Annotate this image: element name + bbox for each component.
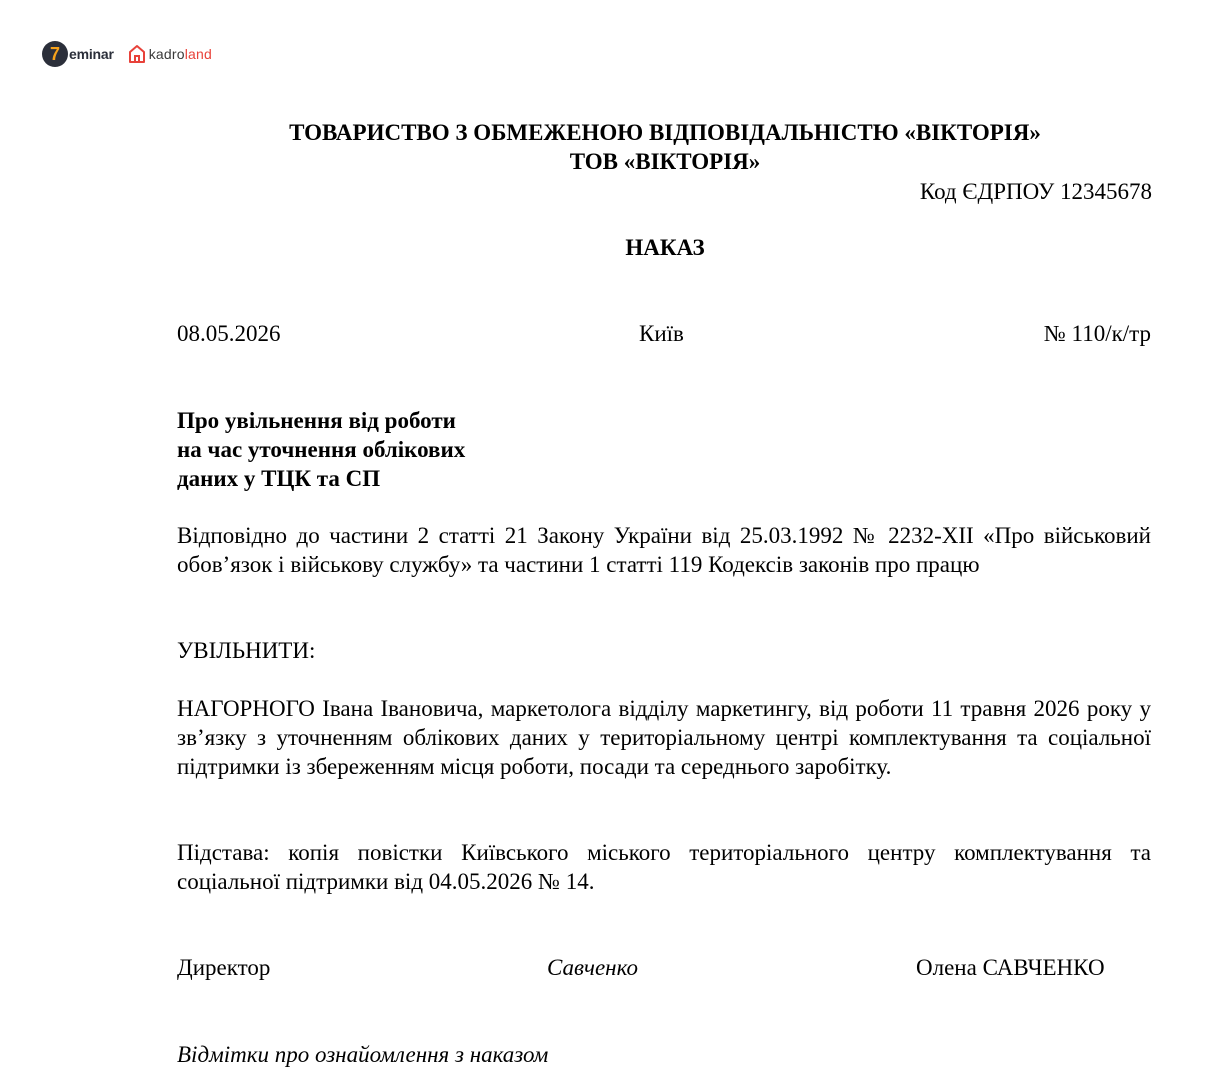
organization-short-name: ТОВ «ВІКТОРІЯ» xyxy=(569,149,761,174)
signatory-name: Олена САВЧЕНКО xyxy=(916,955,1105,980)
kadroland-logo[interactable] xyxy=(128,44,212,64)
grounds-paragraph: Підстава: копія повістки Київського міського територіального центру комплектування та соціальної підтримки від 04.05.2026 № 14. xyxy=(177,840,1151,894)
order-subject xyxy=(177,406,465,493)
seminar-logo-text: eminar xyxy=(69,46,114,62)
legal-basis-paragraph: Відповідно до частини 2 статті 21 Закону України від 25.03.1992 № 2232-XII «Про військовий обов’язок і військову службу» та частини 1 статті 119 Кодексів законів про працю xyxy=(177,523,1151,577)
kadroland-logo-text xyxy=(149,46,212,62)
kadroland-text-accent: land xyxy=(184,46,213,62)
kadroland-house-icon xyxy=(128,44,146,64)
edrpou-code: Код ЄДРПОУ 12345678 xyxy=(919,179,1152,204)
acquaintance-marks-label: Відмітки про ознайомлення з наказом xyxy=(177,1042,549,1067)
signature-row xyxy=(177,953,1151,983)
document-type-title: НАКАЗ xyxy=(625,235,705,260)
kadroland-text-main: kadro xyxy=(148,46,185,62)
document-date: 08.05.2026 xyxy=(177,321,281,346)
document-number: № 110/к/тр xyxy=(1043,321,1151,346)
seminar-logo[interactable] xyxy=(42,41,114,67)
employee-paragraph: НАГОРНОГО Івана Івановича, маркетолога відділу маркетингу, від роботи 11 травня 2026 року у зв’язку з уточненням облікових даних у територіальному центрі комплектування та соціальної підтримки із збереженням місця роботи, посади та середнього заробітку. xyxy=(177,696,1151,779)
signatory-position: Директор xyxy=(177,955,271,980)
order-directive: УВІЛЬНИТИ: xyxy=(177,638,316,663)
document-meta-row xyxy=(177,319,1151,349)
subject-line: Про увільнення від роботи xyxy=(177,408,456,433)
handwritten-signature: Савченко xyxy=(547,955,638,980)
subject-line: даних у ТЦК та СП xyxy=(177,466,381,491)
document-city: Київ xyxy=(639,321,684,346)
subject-line: на час уточнення облікових xyxy=(177,437,466,462)
seminar-logo-icon: 7 xyxy=(42,41,68,67)
organization-full-name: ТОВАРИСТВО З ОБМЕЖЕНОЮ ВІДПОВІДАЛЬНІСТЮ «ВІКТОРІЯ» xyxy=(289,120,1041,145)
header-logos xyxy=(42,40,212,68)
